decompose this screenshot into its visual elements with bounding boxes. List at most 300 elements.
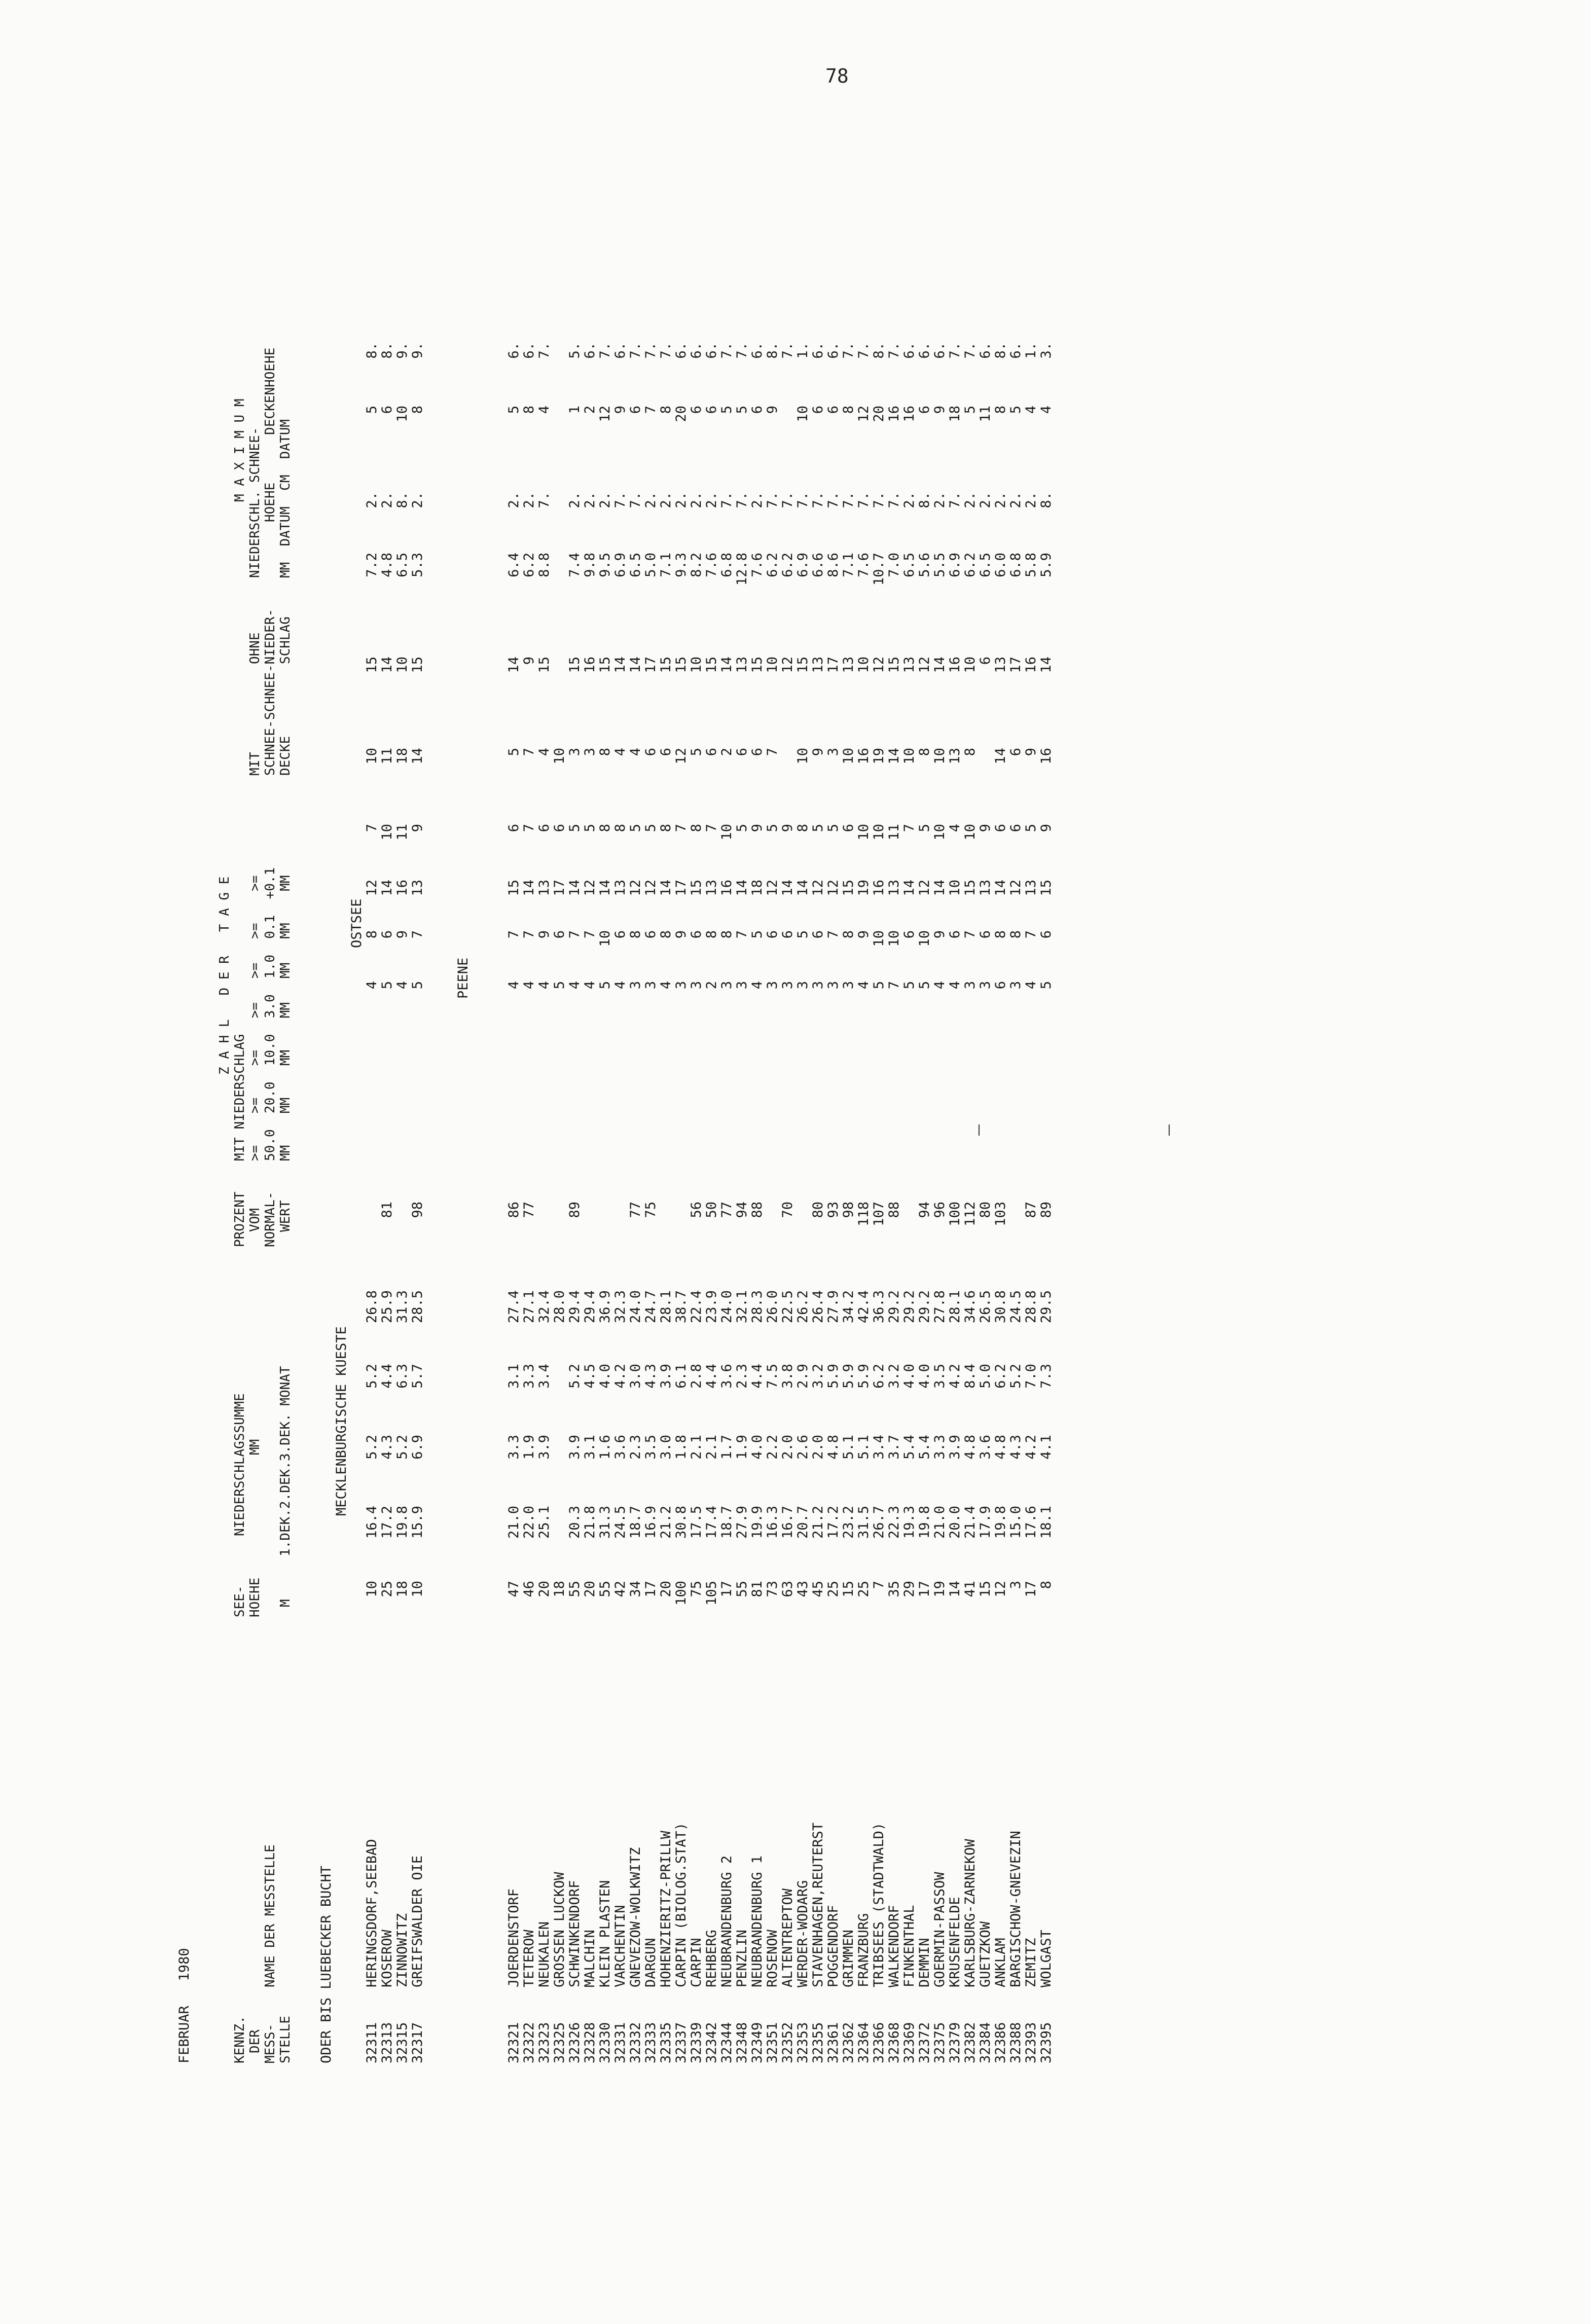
section-peene: PEENE [455, 957, 471, 999]
cell-days: 8 [364, 930, 380, 939]
cell-name: FRANZBURG [856, 1913, 872, 1987]
cell-ns: 15 [704, 657, 719, 673]
cell-h: 10 [410, 1581, 425, 1597]
cell-sh: 4 [1023, 406, 1039, 414]
section-mecklenburgische-kueste: MECKLENBURGISCHE KUESTE [334, 1326, 349, 1516]
cell-days: 8 [795, 824, 811, 832]
cell-sh: 8 [410, 406, 425, 414]
cell-h: 20 [536, 1581, 552, 1597]
cell-mxd: 2. [582, 492, 598, 509]
cell-shd: 6. [506, 342, 522, 359]
cell-days: 3 [795, 981, 811, 990]
cell-sd: 6 [734, 748, 750, 756]
cell-sd: 6 [704, 748, 719, 756]
cell-days: 14 [567, 880, 583, 896]
cell-days: 14 [379, 880, 395, 896]
table-row [735, 96, 750, 2063]
cell-h: 42 [612, 1581, 628, 1597]
cell-mxd: 7. [871, 492, 887, 509]
cell-d1: 20.0 [947, 1506, 963, 1539]
cell-sh: 2 [582, 406, 598, 414]
cell-days: 9 [394, 930, 410, 939]
cell-id: 32366 [871, 2022, 887, 2063]
cell-days: 6 [1038, 930, 1054, 939]
cell-days: 6 [993, 824, 1008, 832]
cell-h: 17 [917, 1581, 932, 1597]
cell-days: 5 [582, 824, 598, 832]
cell-d1: 20.7 [795, 1506, 811, 1539]
cell-d1: 19.3 [901, 1506, 917, 1539]
cell-days: 12 [643, 880, 659, 896]
cell-d2: 5.2 [364, 1435, 380, 1460]
section-ostsee: OSTSEE [349, 898, 365, 948]
table-row [826, 96, 842, 2063]
cell-h: 46 [521, 1581, 537, 1597]
cell-mx: 7.4 [567, 553, 583, 577]
cell-name: GNEVEZOW-WOLKWITZ [628, 1847, 643, 1987]
col-sum-subheader: 1.DEK.2.DEK.3.DEK. MONAT [278, 1366, 293, 1556]
cell-name: WOLGAST [1038, 1930, 1054, 1987]
cell-sh: 11 [978, 406, 993, 422]
cell-name: DARGUN [643, 1938, 659, 1987]
cell-ns: 13 [734, 657, 750, 673]
cell-days: 6 [506, 824, 522, 832]
cell-days: 7 [521, 930, 537, 939]
cell-m: 36.9 [597, 1290, 613, 1324]
cell-h: 55 [567, 1581, 583, 1597]
cell-d2: 3.3 [506, 1435, 522, 1460]
table-row [902, 96, 918, 2063]
cell-m: 28.1 [947, 1290, 963, 1324]
cell-m: 28.1 [658, 1290, 674, 1324]
cell-name: HOHENZIERITZ-PRILLW [658, 1831, 674, 1987]
cell-name: NEUKALEN [536, 1921, 552, 1987]
col-max-subheader-1: NIEDERSCHL. SCHNEE- [247, 427, 263, 578]
col-height-header-unit: M [278, 1599, 293, 1607]
cell-d3: 3.3 [521, 1364, 537, 1389]
cell-h: 63 [780, 1581, 796, 1597]
cell-mxd: 2. [689, 492, 704, 509]
cell-shd: 7. [658, 342, 674, 359]
pen-mark [1169, 1124, 1170, 1136]
cell-mx: 6.9 [947, 553, 963, 577]
cell-days: 4 [536, 981, 552, 990]
cell-ns: 10 [689, 657, 704, 673]
cell-mx: 6.2 [521, 553, 537, 577]
cell-id: 32361 [825, 2022, 841, 2063]
cell-sh: 5 [506, 406, 522, 414]
table-row [933, 96, 948, 2063]
cell-d1: 21.8 [582, 1506, 598, 1539]
cell-sh: 6 [704, 406, 719, 414]
cell-m: 42.4 [856, 1290, 872, 1324]
cell-h: 35 [886, 1581, 902, 1597]
cell-name: REHBERG [704, 1930, 719, 1987]
cell-days: 6 [612, 930, 628, 939]
cell-ns: 15 [658, 657, 674, 673]
cell-shd: 6. [521, 342, 537, 359]
cell-id: 32352 [780, 2022, 796, 2063]
cell-days: 4 [506, 981, 522, 990]
cell-mx: 5.6 [917, 553, 932, 577]
cell-days: 8 [704, 930, 719, 939]
cell-days: 9 [780, 824, 796, 832]
table-row [644, 96, 659, 2063]
cell-ns: 17 [825, 657, 841, 673]
cell-m: 32.3 [612, 1290, 628, 1324]
cell-days: 7 [582, 930, 598, 939]
col-sum-title: NIEDERSCHLAGSSUMME [232, 1393, 247, 1536]
cell-sd: 8 [962, 748, 978, 756]
cell-m: 24.7 [643, 1290, 659, 1324]
cell-days: 5 [810, 824, 826, 832]
cell-sd: 4 [612, 748, 628, 756]
cell-days: 14 [993, 880, 1008, 896]
cell-h: 81 [749, 1581, 765, 1597]
cell-d2: 4.3 [379, 1435, 395, 1460]
cell-m: 26.0 [765, 1290, 780, 1324]
cell-days: 5 [734, 824, 750, 832]
col-days-subheader-1: MIT NIEDERSCHLAG [232, 1034, 247, 1161]
cell-name: ZEMITZ [1023, 1938, 1039, 1987]
cell-mxd: 7. [612, 492, 628, 509]
cell-name: MALCHIN [582, 1930, 598, 1987]
cell-sh: 18 [947, 406, 963, 422]
cell-shd: 3. [1038, 342, 1054, 359]
cell-d1: 17.6 [1023, 1506, 1039, 1539]
cell-p: 98 [410, 1202, 425, 1218]
cell-days: 7 [521, 824, 537, 832]
cell-d1: 17.2 [379, 1506, 395, 1539]
table-row [380, 96, 395, 2063]
cell-shd: 8. [993, 342, 1008, 359]
cell-sd: 5 [506, 748, 522, 756]
col-nosnow-header-2: SCHNEE-NIEDER- [263, 608, 278, 720]
cell-shd: 8. [765, 342, 780, 359]
cell-ns: 13 [841, 657, 856, 673]
cell-h: 25 [379, 1581, 395, 1597]
col-days-subheader-4: MM MM MM MM MM MM MM [278, 875, 293, 1161]
cell-mx: 8.6 [825, 553, 841, 577]
cell-days: 5 [765, 824, 780, 832]
cell-days: 8 [612, 824, 628, 832]
cell-mxd: 2. [658, 492, 674, 509]
cell-d1: 31.3 [597, 1506, 613, 1539]
cell-d3: 3.8 [780, 1364, 796, 1389]
cell-days: 3 [628, 981, 643, 990]
cell-m: 29.2 [886, 1290, 902, 1324]
cell-d2: 4.8 [825, 1435, 841, 1460]
cell-m: 32.4 [536, 1290, 552, 1324]
cell-days: 7 [734, 930, 750, 939]
cell-days: 3 [841, 981, 856, 990]
cell-ns: 17 [1008, 657, 1024, 673]
cell-ns: 15 [673, 657, 689, 673]
table-row [842, 96, 857, 2063]
cell-ns: 15 [597, 657, 613, 673]
cell-name: POGGENDORF [825, 1905, 841, 1987]
table-row [994, 96, 1009, 2063]
cell-days: 13 [410, 880, 425, 896]
cell-name: ZINNOWITZ [394, 1913, 410, 1987]
cell-d2: 5.1 [856, 1435, 872, 1460]
cell-sh: 20 [673, 406, 689, 422]
cell-mx: 7.2 [364, 553, 380, 577]
cell-mxd: 2. [749, 492, 765, 509]
cell-name: PENZLIN [734, 1930, 750, 1987]
cell-days: 7 [962, 930, 978, 939]
cell-ns: 13 [993, 657, 1008, 673]
cell-mx: 6.0 [993, 553, 1008, 577]
cell-m: 27.4 [506, 1290, 522, 1324]
cell-name: TRIBSEES (STADTWALD) [871, 1822, 887, 1987]
cell-d3: 3.2 [810, 1364, 826, 1389]
cell-mx: 5.0 [643, 553, 659, 577]
cell-name: ROSENOW [765, 1930, 780, 1987]
cell-mx: 6.4 [506, 553, 522, 577]
cell-sh: 7 [643, 406, 659, 414]
table-row [522, 96, 537, 2063]
cell-mx: 10.7 [871, 553, 887, 586]
cell-ns: 14 [719, 657, 735, 673]
table-row [1039, 96, 1055, 2063]
cell-h: 18 [552, 1581, 567, 1597]
cell-d1: 25.1 [536, 1506, 552, 1539]
cell-days: 7 [886, 981, 902, 990]
cell-d2: 4.1 [1038, 1435, 1054, 1460]
cell-d2: 2.1 [704, 1435, 719, 1460]
cell-ns: 14 [628, 657, 643, 673]
cell-days: 13 [612, 880, 628, 896]
cell-mx: 8.8 [536, 553, 552, 577]
cell-d1: 21.2 [658, 1506, 674, 1539]
cell-p: 87 [1023, 1202, 1039, 1218]
cell-name: GRIMMEN [841, 1930, 856, 1987]
cell-name: GOERMIN-PASSOW [932, 1872, 948, 1987]
cell-d1: 22.3 [886, 1506, 902, 1539]
cell-d2: 2.1 [689, 1435, 704, 1460]
cell-d2: 2.2 [765, 1435, 780, 1460]
cell-d3: 7.5 [765, 1364, 780, 1389]
cell-id: 32395 [1038, 2022, 1054, 2063]
cell-days: 5 [643, 824, 659, 832]
cell-h: 25 [856, 1581, 872, 1597]
cell-sh: 6 [749, 406, 765, 414]
cell-days: 7 [901, 824, 917, 832]
cell-name: GREIFSWALDER OIE [410, 1855, 425, 1987]
cell-ns: 15 [567, 657, 583, 673]
cell-d1: 20.3 [567, 1506, 583, 1539]
cell-days: 11 [394, 824, 410, 841]
cell-days: 5 [795, 930, 811, 939]
cell-m: 31.3 [394, 1290, 410, 1324]
cell-mxd: 2. [364, 492, 380, 509]
cell-sd: 10 [552, 748, 567, 765]
cell-days: 3 [825, 981, 841, 990]
table-row [979, 96, 994, 2063]
cell-sh: 5 [719, 406, 735, 414]
cell-id: 32375 [932, 2022, 948, 2063]
cell-mxd: 2. [597, 492, 613, 509]
cell-ns: 15 [410, 657, 425, 673]
cell-d1: 17.5 [689, 1506, 704, 1539]
cell-shd: 7. [841, 342, 856, 359]
cell-days: 15 [841, 880, 856, 896]
cell-mxd: 2. [978, 492, 993, 509]
cell-m: 29.4 [582, 1290, 598, 1324]
cell-d3: 5.2 [364, 1364, 380, 1389]
cell-sh: 5 [962, 406, 978, 414]
cell-sd: 6 [658, 748, 674, 756]
cell-d2: 3.6 [978, 1435, 993, 1460]
cell-days: 11 [886, 824, 902, 841]
cell-shd: 6. [901, 342, 917, 359]
cell-sd: 9 [810, 748, 826, 756]
section-oder-luebecker-bucht: ODER BIS LUEBECKER BUCHT [318, 1865, 334, 2063]
cell-d2: 3.6 [612, 1435, 628, 1460]
cell-m: 36.3 [871, 1290, 887, 1324]
cell-h: 19 [932, 1581, 948, 1597]
table-row [887, 96, 902, 2063]
cell-days: 15 [506, 880, 522, 896]
cell-sd: 19 [871, 748, 887, 765]
cell-id: 32339 [689, 2022, 704, 2063]
cell-id: 32335 [658, 2022, 674, 2063]
cell-mxd: 2. [1008, 492, 1024, 509]
cell-m: 30.8 [993, 1290, 1008, 1324]
cell-sh: 4 [1038, 406, 1054, 414]
cell-ns: 10 [856, 657, 872, 673]
cell-shd: 8. [379, 342, 395, 359]
cell-days: 5 [749, 930, 765, 939]
cell-p: 100 [947, 1202, 963, 1226]
table-row [365, 96, 380, 2063]
cell-days: 15 [1038, 880, 1054, 896]
cell-days: 4 [521, 981, 537, 990]
cell-d2: 3.9 [536, 1435, 552, 1460]
cell-days: 6 [841, 824, 856, 832]
cell-mx: 6.9 [795, 553, 811, 577]
cell-shd: 7. [597, 342, 613, 359]
cell-sd: 3 [825, 748, 841, 756]
cell-d3: 4.0 [597, 1364, 613, 1389]
cell-d1: 19.9 [749, 1506, 765, 1539]
cell-mx: 5.9 [1038, 553, 1054, 577]
cell-d1: 17.9 [978, 1506, 993, 1539]
cell-sh: 10 [795, 406, 811, 422]
cell-sd: 12 [673, 748, 689, 765]
table-row [872, 96, 887, 2063]
cell-name: KRUSENFELDE [947, 1897, 963, 1987]
cell-d2: 2.6 [795, 1435, 811, 1460]
cell-days: 7 [825, 930, 841, 939]
cell-ns: 10 [394, 657, 410, 673]
cell-d1: 16.9 [643, 1506, 659, 1539]
cell-id: 32330 [597, 2022, 613, 2063]
cell-days: 4 [947, 824, 963, 832]
cell-ns: 14 [612, 657, 628, 673]
cell-sh: 20 [871, 406, 887, 422]
cell-days: 7 [364, 824, 380, 832]
cell-mxd: 2. [643, 492, 659, 509]
cell-id: 32353 [795, 2022, 811, 2063]
cell-d1: 26.7 [871, 1506, 887, 1539]
cell-id: 32348 [734, 2022, 750, 2063]
cell-m: 22.5 [780, 1290, 796, 1324]
cell-ns: 10 [962, 657, 978, 673]
cell-days: 3 [780, 981, 796, 990]
cell-mx: 5.5 [932, 553, 948, 577]
cell-id: 32311 [364, 2022, 380, 2063]
cell-d3: 4.0 [917, 1364, 932, 1389]
cell-sd: 10 [932, 748, 948, 765]
cell-sh: 8 [658, 406, 674, 414]
cell-mx: 7.6 [749, 553, 765, 577]
cell-mxd: 7. [795, 492, 811, 509]
cell-h: 55 [734, 1581, 750, 1597]
cell-ns: 15 [536, 657, 552, 673]
cell-days: 6 [1008, 824, 1024, 832]
cell-days: 4 [582, 981, 598, 990]
cell-m: 34.6 [962, 1290, 978, 1324]
cell-d2: 4.2 [1023, 1435, 1039, 1460]
cell-shd: 6. [1008, 342, 1024, 359]
cell-d1: 19.8 [917, 1506, 932, 1539]
cell-h: 20 [582, 1581, 598, 1597]
cell-name: ALTENTREPTOW [780, 1888, 796, 1987]
cell-days: 9 [856, 930, 872, 939]
cell-shd: 6. [612, 342, 628, 359]
cell-days: 7 [410, 930, 425, 939]
cell-days: 14 [780, 880, 796, 896]
cell-sh: 16 [886, 406, 902, 422]
cell-days: 5 [1023, 824, 1039, 832]
cell-d3: 4.4 [379, 1364, 395, 1389]
cell-mx: 6.5 [628, 553, 643, 577]
cell-mx: 6.5 [978, 553, 993, 577]
cell-sd: 9 [1023, 748, 1039, 756]
cell-id: 32332 [628, 2022, 643, 2063]
cell-d2: 3.0 [658, 1435, 674, 1460]
cell-m: 22.4 [689, 1290, 704, 1324]
cell-name: WALKENDORF [886, 1905, 902, 1987]
cell-p: 81 [379, 1202, 395, 1218]
cell-d2: 3.9 [567, 1435, 583, 1460]
cell-d2: 3.3 [932, 1435, 948, 1460]
col-pct-header-4: WERT [278, 1200, 293, 1232]
cell-ns: 17 [643, 657, 659, 673]
cell-days: 4 [749, 981, 765, 990]
cell-days: 9 [978, 824, 993, 832]
cell-days: 16 [871, 880, 887, 896]
cell-days: 5 [825, 824, 841, 832]
cell-mx: 6.2 [780, 553, 796, 577]
cell-h: 17 [643, 1581, 659, 1597]
cell-days: 5 [1038, 981, 1054, 990]
cell-h: 100 [673, 1581, 689, 1606]
col-snow-header-1: MIT [247, 752, 263, 776]
cell-days: 3 [689, 981, 704, 990]
cell-days: 12 [364, 880, 380, 896]
cell-d3: 6.3 [394, 1364, 410, 1389]
cell-d2: 1.8 [673, 1435, 689, 1460]
cell-id: 32331 [612, 2022, 628, 2063]
cell-days: 8 [658, 824, 674, 832]
cell-ns: 14 [379, 657, 395, 673]
cell-m: 28.5 [410, 1290, 425, 1324]
cell-sh: 8 [993, 406, 1008, 414]
cell-d2: 5.4 [901, 1435, 917, 1460]
